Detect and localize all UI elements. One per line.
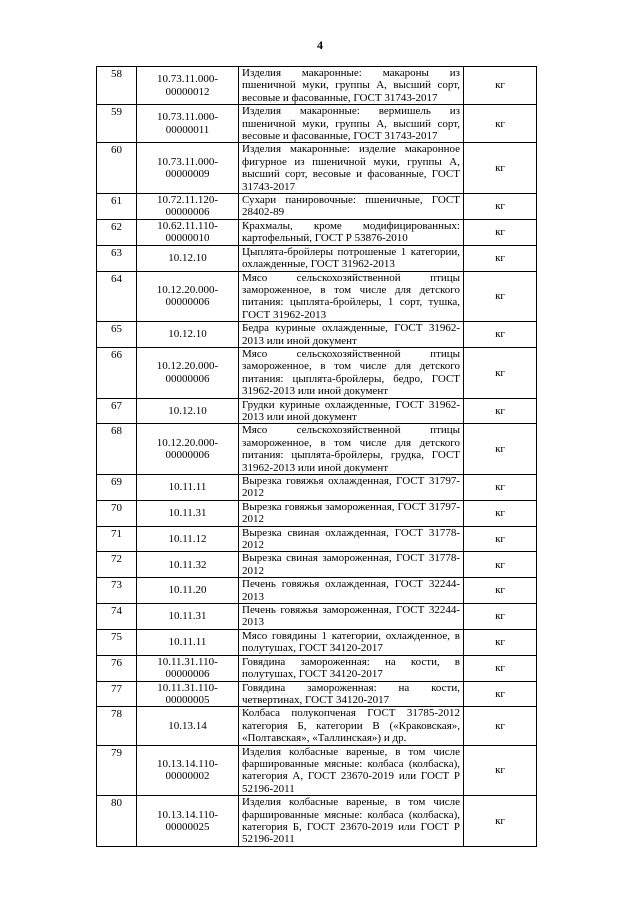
unit-of-measure: кг xyxy=(464,347,537,398)
okpd-code: 10.12.20.000-00000006 xyxy=(137,424,239,475)
row-number: 68 xyxy=(97,424,137,475)
unit-of-measure: кг xyxy=(464,143,537,194)
products-table xyxy=(96,66,537,847)
row-number: 58 xyxy=(97,67,137,105)
table-row xyxy=(97,105,537,143)
item-description: Изделия макаронные: вермишель из пшеничной муки, группы А, высший сорт, весовые и фасованные, ГОСТ 31743-2017 xyxy=(239,105,464,143)
unit-of-measure: кг xyxy=(464,526,537,552)
item-description: Печень говяжья замороженная, ГОСТ 32244-2013 xyxy=(239,604,464,630)
item-description: Крахмалы, кроме модифицированных: картофельный, ГОСТ Р 53876-2010 xyxy=(239,219,464,245)
okpd-code: 10.13.14.110-00000002 xyxy=(137,745,239,796)
table-row xyxy=(97,271,537,322)
table-row xyxy=(97,745,537,796)
unit-of-measure: кг xyxy=(464,398,537,424)
row-number: 70 xyxy=(97,500,137,526)
unit-of-measure: кг xyxy=(464,629,537,655)
item-description: Мясо сельскохозяйственной птицы замороженное, в том числе для детского питания: цыплята-бройлеры, 1 сорт, тушка, ГОСТ 31962-2013 xyxy=(239,271,464,322)
table-row xyxy=(97,475,537,501)
item-description: Грудки куриные охлажденные, ГОСТ 31962-2013 или иной документ xyxy=(239,398,464,424)
okpd-code: 10.73.11.000-00000012 xyxy=(137,67,239,105)
unit-of-measure: кг xyxy=(464,219,537,245)
row-number: 61 xyxy=(97,194,137,220)
unit-of-measure: кг xyxy=(464,578,537,604)
table-row xyxy=(97,796,537,847)
item-description: Вырезка говяжья замороженная, ГОСТ 31797-2012 xyxy=(239,500,464,526)
okpd-code: 10.11.31.110-00000005 xyxy=(137,681,239,707)
unit-of-measure: кг xyxy=(464,500,537,526)
row-number: 79 xyxy=(97,745,137,796)
table-row xyxy=(97,500,537,526)
item-description: Колбаса полукопченая ГОСТ 31785-2012 категория Б, категории В («Краковская», «Полтавская», «Таллинская») и др. xyxy=(239,707,464,745)
okpd-code: 10.13.14.110-00000025 xyxy=(137,796,239,847)
item-description: Мясо говядины 1 категории, охлажденное, в полутушах, ГОСТ 34120-2017 xyxy=(239,629,464,655)
page-number: 4 xyxy=(317,38,323,52)
table-row xyxy=(97,681,537,707)
okpd-code: 10.11.31.110-00000006 xyxy=(137,655,239,681)
item-description: Говядина замороженная: на кости, четвертинах, ГОСТ 34120-2017 xyxy=(239,681,464,707)
item-description: Говядина замороженная: на кости, в полутушах, ГОСТ 34120-2017 xyxy=(239,655,464,681)
okpd-code: 10.12.10 xyxy=(137,398,239,424)
row-number: 80 xyxy=(97,796,137,847)
item-description: Изделия колбасные вареные, в том числе фаршированные мясные: колбаса (колбаска), категория А, ГОСТ 23670-2019 или ГОСТ Р 52196-2011 xyxy=(239,745,464,796)
okpd-code: 10.11.31 xyxy=(137,500,239,526)
unit-of-measure: кг xyxy=(464,707,537,745)
unit-of-measure: кг xyxy=(464,745,537,796)
okpd-code: 10.11.11 xyxy=(137,475,239,501)
item-description: Вырезка говяжья охлажденная, ГОСТ 31797-2012 xyxy=(239,475,464,501)
okpd-code: 10.12.10 xyxy=(137,245,239,271)
item-description: Мясо сельскохозяйственной птицы замороженное, в том числе для детского питания: цыплята-бройлеры, бедро, ГОСТ 31962-2013 или иной документ xyxy=(239,347,464,398)
unit-of-measure: кг xyxy=(464,475,537,501)
unit-of-measure: кг xyxy=(464,245,537,271)
table-row xyxy=(97,707,537,745)
row-number: 72 xyxy=(97,552,137,578)
okpd-code: 10.13.14 xyxy=(137,707,239,745)
unit-of-measure: кг xyxy=(464,655,537,681)
table-row xyxy=(97,67,537,105)
table-row xyxy=(97,655,537,681)
row-number: 71 xyxy=(97,526,137,552)
okpd-code: 10.73.11.000-00000011 xyxy=(137,105,239,143)
products-table-body xyxy=(97,67,537,847)
okpd-code: 10.12.20.000-00000006 xyxy=(137,347,239,398)
item-description: Мясо сельскохозяйственной птицы замороженное, в том числе для детского питания: цыплята-бройлеры, грудка, ГОСТ 31962-2013 или иной документ xyxy=(239,424,464,475)
unit-of-measure: кг xyxy=(464,796,537,847)
okpd-code: 10.73.11.000-00000009 xyxy=(137,143,239,194)
row-number: 77 xyxy=(97,681,137,707)
item-description: Бедра куриные охлажденные, ГОСТ 31962-2013 или иной документ xyxy=(239,322,464,348)
unit-of-measure: кг xyxy=(464,552,537,578)
row-number: 78 xyxy=(97,707,137,745)
okpd-code: 10.11.20 xyxy=(137,578,239,604)
item-description: Сухари панировочные: пшеничные, ГОСТ 28402-89 xyxy=(239,194,464,220)
item-description: Изделия макаронные: изделие макаронное фигурное из пшеничной муки, группы А, высший сорт, весовые и фасованные, ГОСТ 31743-2017 xyxy=(239,143,464,194)
okpd-code: 10.12.20.000-00000006 xyxy=(137,271,239,322)
table-row xyxy=(97,194,537,220)
table-row xyxy=(97,245,537,271)
row-number: 76 xyxy=(97,655,137,681)
row-number: 65 xyxy=(97,322,137,348)
okpd-code: 10.11.12 xyxy=(137,526,239,552)
unit-of-measure: кг xyxy=(464,271,537,322)
item-description: Изделия колбасные вареные, в том числе фаршированные мясные: колбаса (колбаска), категория Б, ГОСТ 23670-2019 или ГОСТ Р 52196-2011 xyxy=(239,796,464,847)
okpd-code: 10.11.31 xyxy=(137,604,239,630)
unit-of-measure: кг xyxy=(464,424,537,475)
item-description: Вырезка свиная охлажденная, ГОСТ 31778-2012 xyxy=(239,526,464,552)
row-number: 75 xyxy=(97,629,137,655)
table-row xyxy=(97,526,537,552)
table-row xyxy=(97,552,537,578)
table-row xyxy=(97,219,537,245)
table-row xyxy=(97,398,537,424)
row-number: 67 xyxy=(97,398,137,424)
table-row xyxy=(97,143,537,194)
item-description: Изделия макаронные: макароны из пшеничной муки, группы А, высший сорт, весовые и фасованные, ГОСТ 31743-2017 xyxy=(239,67,464,105)
table-row xyxy=(97,604,537,630)
okpd-code: 10.12.10 xyxy=(137,322,239,348)
unit-of-measure: кг xyxy=(464,67,537,105)
row-number: 73 xyxy=(97,578,137,604)
row-number: 74 xyxy=(97,604,137,630)
table-row xyxy=(97,629,537,655)
item-description: Цыплята-бройлеры потрошеные 1 категории, охлажденные, ГОСТ 31962-2013 xyxy=(239,245,464,271)
item-description: Вырезка свиная замороженная, ГОСТ 31778-2012 xyxy=(239,552,464,578)
row-number: 69 xyxy=(97,475,137,501)
row-number: 59 xyxy=(97,105,137,143)
table-row xyxy=(97,322,537,348)
okpd-code: 10.11.32 xyxy=(137,552,239,578)
okpd-code: 10.11.11 xyxy=(137,629,239,655)
table-row xyxy=(97,578,537,604)
unit-of-measure: кг xyxy=(464,105,537,143)
row-number: 63 xyxy=(97,245,137,271)
item-description: Печень говяжья охлажденная, ГОСТ 32244-2013 xyxy=(239,578,464,604)
row-number: 66 xyxy=(97,347,137,398)
okpd-code: 10.62.11.110-00000010 xyxy=(137,219,239,245)
row-number: 64 xyxy=(97,271,137,322)
unit-of-measure: кг xyxy=(464,604,537,630)
row-number: 62 xyxy=(97,219,137,245)
unit-of-measure: кг xyxy=(464,681,537,707)
table-row xyxy=(97,424,537,475)
unit-of-measure: кг xyxy=(464,194,537,220)
row-number: 60 xyxy=(97,143,137,194)
okpd-code: 10.72.11.120-00000006 xyxy=(137,194,239,220)
unit-of-measure: кг xyxy=(464,322,537,348)
table-row xyxy=(97,347,537,398)
